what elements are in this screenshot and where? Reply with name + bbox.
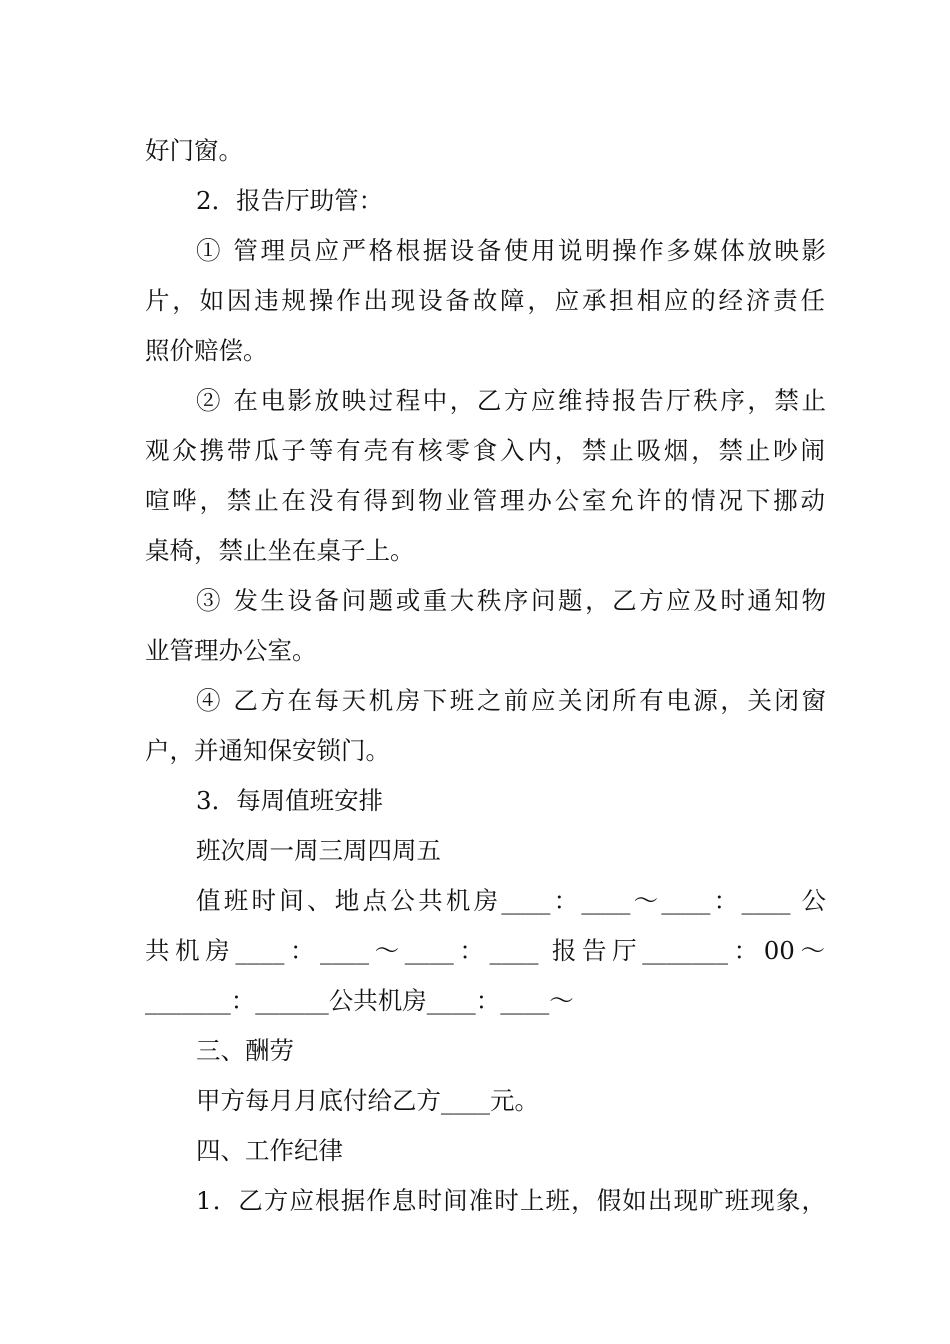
- text-line: 户，并通知保安锁门。: [145, 736, 390, 765]
- text-line: 业管理办公室。: [145, 636, 317, 665]
- text-line: ③ 发生设备问题或重大秩序问题，乙方应及时通知物: [196, 586, 826, 615]
- text-line: 桌椅，禁止坐在桌子上。: [145, 536, 415, 565]
- text-line: 1．乙方应根据作息时间准时上班，假如出现旷班现象，: [196, 1186, 826, 1215]
- text-line: _______：______公共机房____：____～: [145, 986, 574, 1015]
- section-heading: 2．报告厅助管：: [196, 186, 384, 215]
- text-line: 甲方每月月底付给乙方____元。: [196, 1086, 539, 1115]
- text-line: 照价赔偿。: [145, 336, 268, 365]
- text-line: 班次周一周三周四周五: [196, 836, 441, 865]
- text-line: ④ 乙方在每天机房下班之前应关闭所有电源，关闭窗: [196, 686, 826, 715]
- section-heading: 四、工作纪律: [196, 1136, 343, 1165]
- text-line: 观众携带瓜子等有壳有核零食入内，禁止吸烟，禁止吵闹: [145, 436, 825, 465]
- text-line: 片，如因违规操作出现设备故障，应承担相应的经济责任: [145, 286, 825, 315]
- text-line: 喧哗，禁止在没有得到物业管理办公室允许的情况下挪动: [145, 486, 825, 515]
- text-line: 值班时间、地点公共机房____：____～____：____ 公: [196, 886, 826, 915]
- text-line: 好门窗。: [145, 136, 243, 165]
- text-line: ② 在电影放映过程中，乙方应维持报告厅秩序，禁止: [196, 386, 826, 415]
- text-line: 共机房____：____～____：____ 报告厅_______：00～: [145, 936, 825, 965]
- text-line: ① 管理员应严格根据设备使用说明操作多媒体放映影: [196, 236, 826, 265]
- section-heading: 3．每周值班安排: [196, 786, 384, 815]
- section-heading: 三、酬劳: [196, 1036, 294, 1065]
